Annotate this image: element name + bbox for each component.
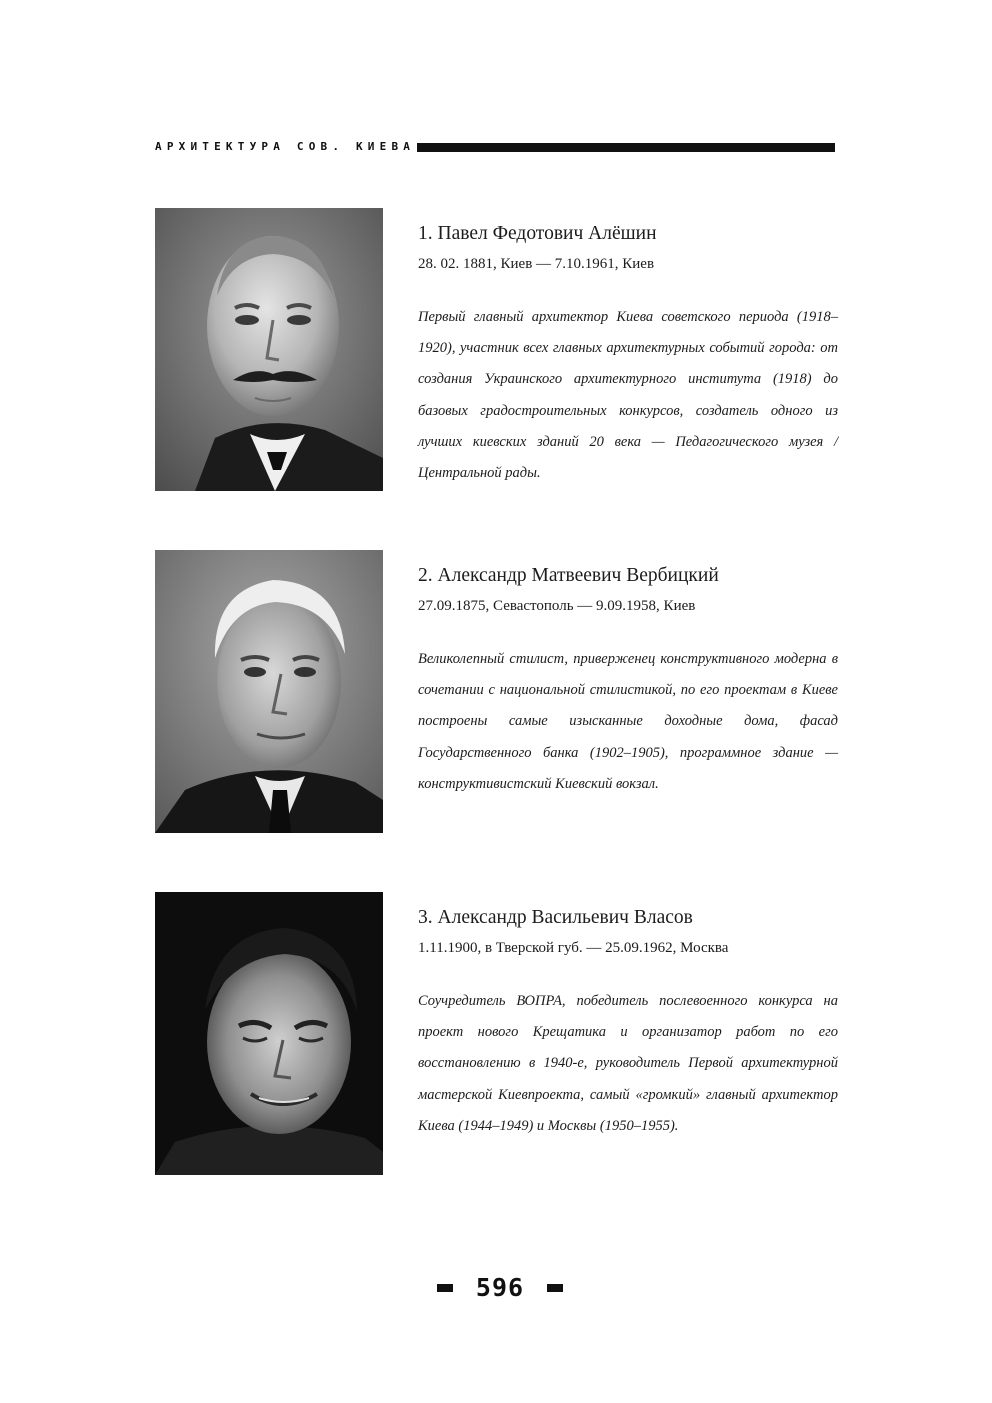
page-number-bar-left bbox=[437, 1284, 453, 1292]
header-rule bbox=[417, 143, 835, 152]
entry-text bbox=[418, 220, 838, 489]
page-number-text: 596 bbox=[475, 1273, 525, 1302]
portrait-photo bbox=[155, 208, 383, 491]
entry-text bbox=[418, 904, 838, 1142]
life-dates: 27.09.1875, Севастополь — 9.09.1958, Киев bbox=[418, 598, 696, 614]
life-dates: 1.11.1900, в Тверской губ. — 25.09.1962, Москва bbox=[418, 940, 729, 956]
portrait-photo bbox=[155, 550, 383, 833]
biography-entry bbox=[155, 892, 837, 1176]
entry-text bbox=[418, 562, 838, 800]
biography-entry bbox=[155, 208, 837, 492]
person-name: 3. Александр Васильевич Власов bbox=[418, 907, 693, 928]
biography-text: Соучредитель ВОПРА, победитель послевоенного конкурса на проект нового Крещатика и организатор работ по его восстановлению в 1940-е, руководитель Первой архитектурной мастерской Киевпроекта, самый «громкий» главный архитектор Киева (1944–1949) и Москвы (1950–1955). bbox=[418, 993, 838, 1134]
biography-text: Первый главный архитектор Киева советского периода (1918–1920), участник всех главных архитектурных событий города: от создания Украинского архитектурного института (1918) до базовых градостроительных конкурсов, создатель одного из лучших киевских зданий 20 века — Педагогического музея / Центральной рады. bbox=[418, 309, 838, 482]
page-number-bar-right bbox=[547, 1284, 563, 1292]
portrait-photo bbox=[155, 892, 383, 1175]
running-header-title: АРХИТЕКТУРА СОВ. КИЕВА bbox=[155, 140, 416, 153]
running-header bbox=[155, 140, 835, 154]
person-name: 1. Павел Федотович Алёшин bbox=[418, 223, 657, 244]
page-number bbox=[437, 1274, 563, 1302]
person-name: 2. Александр Матвеевич Вербицкий bbox=[418, 565, 719, 586]
life-dates: 28. 02. 1881, Киев — 7.10.1961, Киев bbox=[418, 256, 655, 272]
biography-text: Великолепный стилист, приверженец конструктивного модерна в сочетании с национальной стилистикой, по его проектам в Киеве построены самые изысканные доходные дома, фасад Государственного банка (1902–1905), программное здание — конструктивистский Киевский вокзал. bbox=[418, 651, 838, 792]
biography-entry bbox=[155, 550, 837, 834]
